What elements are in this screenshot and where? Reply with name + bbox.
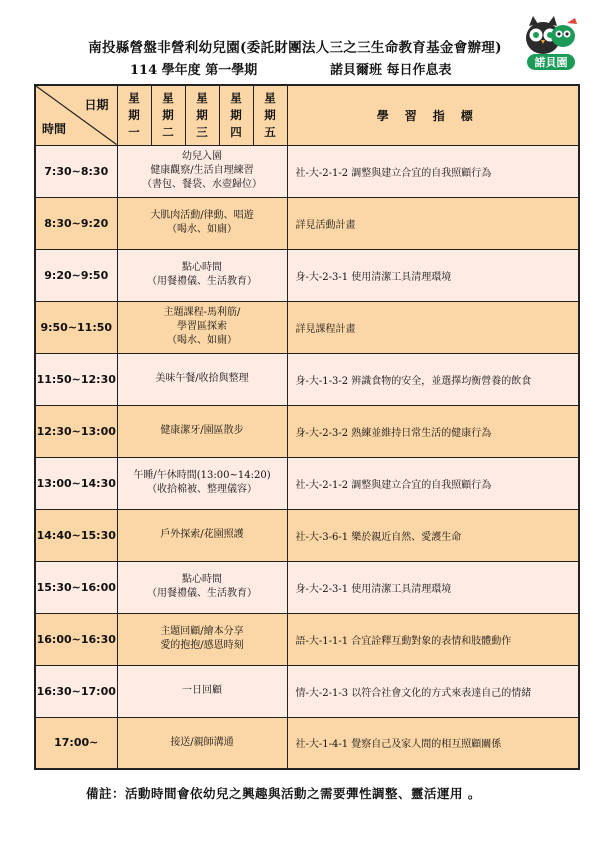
learning-goal-cell: 身-大-2-3-2 熟練並維持日常生活的健康行為	[287, 405, 579, 457]
activity-cell: 大肌肉活動/律動、唱遊 （喝水、如廁）	[117, 197, 287, 249]
day-header-mon	[117, 85, 151, 145]
learning-goal-cell: 社-大-3-6-1 樂於親近自然、愛護生命	[287, 509, 579, 561]
logo-text: 諾貝園	[534, 56, 568, 69]
table-row	[35, 665, 579, 717]
time-cell: 14:40~15:30	[35, 509, 117, 561]
learning-goal-header: 學習指標	[287, 85, 579, 145]
time-cell: 11:50~12:30	[35, 353, 117, 405]
learning-goal-cell: 詳見課程計畫	[287, 301, 579, 353]
activity-cell: 主題回顧/繪本分享 愛的抱抱/感恩時刻	[117, 613, 287, 665]
corner-time-label: 時間	[42, 121, 67, 136]
activity-cell: 健康潔牙/園區散步	[117, 405, 287, 457]
time-cell: 12:30~13:00	[35, 405, 117, 457]
day-header-thu	[219, 85, 253, 145]
time-cell: 8:30~9:20	[35, 197, 117, 249]
school-title: 南投縣營盤非營利幼兒園(委託財團法人三之三生命教育基金會辦理)	[88, 40, 502, 56]
time-cell: 7:30~8:30	[35, 145, 117, 197]
time-cell: 17:00~	[35, 717, 117, 769]
table-header-row	[35, 85, 579, 145]
learning-goal-cell: 詳見活動計畫	[287, 197, 579, 249]
school-year-term: 114 學年度 第一學期	[130, 63, 258, 78]
daily-schedule-table	[34, 84, 580, 770]
school-logo	[523, 14, 579, 72]
time-cell: 9:20~9:50	[35, 249, 117, 301]
learning-goal-cell: 社-大-1-4-1 覺察自己及家人間的相互照顧關係	[287, 717, 579, 769]
table-row	[35, 301, 579, 353]
table-row	[35, 353, 579, 405]
activity-cell: 幼兒入園 健康觀察/生活自理練習 （書包、餐袋、水壺歸位）	[117, 145, 287, 197]
corner-date-label: 日期	[84, 98, 109, 112]
time-cell: 15:30~16:00	[35, 561, 117, 613]
corner-header-cell	[35, 85, 117, 145]
time-cell: 13:00~14:30	[35, 457, 117, 509]
activity-cell: 點心時間 （用餐禮儀、生活教育）	[117, 249, 287, 301]
day-label: 星 期 四	[230, 90, 242, 139]
table-row	[35, 197, 579, 249]
time-cell: 9:50~11:50	[35, 301, 117, 353]
learning-goal-cell: 社-大-2-1-2 調整與建立合宜的自我照顧行為	[287, 145, 579, 197]
day-label: 星 期 三	[196, 90, 208, 139]
day-header-tue	[151, 85, 185, 145]
class-schedule-title: 諾貝爾班 每日作息表	[330, 63, 452, 78]
activity-cell: 主題課程-馬利筋/ 學習區探索 （喝水、如廁）	[117, 301, 287, 353]
table-row	[35, 249, 579, 301]
learning-goal-cell: 情-大-2-1-3 以符合社會文化的方式來表達自己的情緒	[287, 665, 579, 717]
time-cell: 16:00~16:30	[35, 613, 117, 665]
table-row	[35, 613, 579, 665]
learning-goal-cell: 語-大-1-1-1 合宜詮釋互動對象的表情和肢體動作	[287, 613, 579, 665]
learning-goal-cell: 身-大-2-3-1 使用清潔工具清理環境	[287, 249, 579, 301]
day-header-wed	[185, 85, 219, 145]
activity-cell: 點心時間 （用餐禮儀、生活教育）	[117, 561, 287, 613]
activity-cell: 午睡/午休時間(13:00~14:20) （收拾棉被、整理儀容）	[117, 457, 287, 509]
day-header-fri	[253, 85, 287, 145]
learning-goal-cell: 身-大-2-3-1 使用清潔工具清理環境	[287, 561, 579, 613]
day-label: 星 期 五	[264, 90, 276, 139]
table-row	[35, 145, 579, 197]
time-cell: 16:30~17:00	[35, 665, 117, 717]
learning-goal-cell: 身-大-1-3-2 辨識食物的安全，並選擇均衡營養的飲食	[287, 353, 579, 405]
activity-cell: 一日回顧	[117, 665, 287, 717]
table-row	[35, 457, 579, 509]
schedule-rows	[35, 145, 579, 769]
activity-cell: 美味午餐/收拾與整理	[117, 353, 287, 405]
activity-cell: 戶外探索/花園照護	[117, 509, 287, 561]
footnote: 備註：活動時間會依幼兒之興趣與活動之需要彈性調整、靈活運用 。	[86, 786, 481, 801]
day-label: 星 期 一	[128, 90, 140, 139]
table-row	[35, 509, 579, 561]
activity-cell: 接送/親師溝通	[117, 717, 287, 769]
table-row	[35, 405, 579, 457]
day-label: 星 期 二	[162, 90, 174, 139]
owl-mascot-icon	[526, 16, 577, 54]
learning-goal-cell: 社-大-2-1-2 調整與建立合宜的自我照顧行為	[287, 457, 579, 509]
table-row	[35, 717, 579, 769]
table-row	[35, 561, 579, 613]
